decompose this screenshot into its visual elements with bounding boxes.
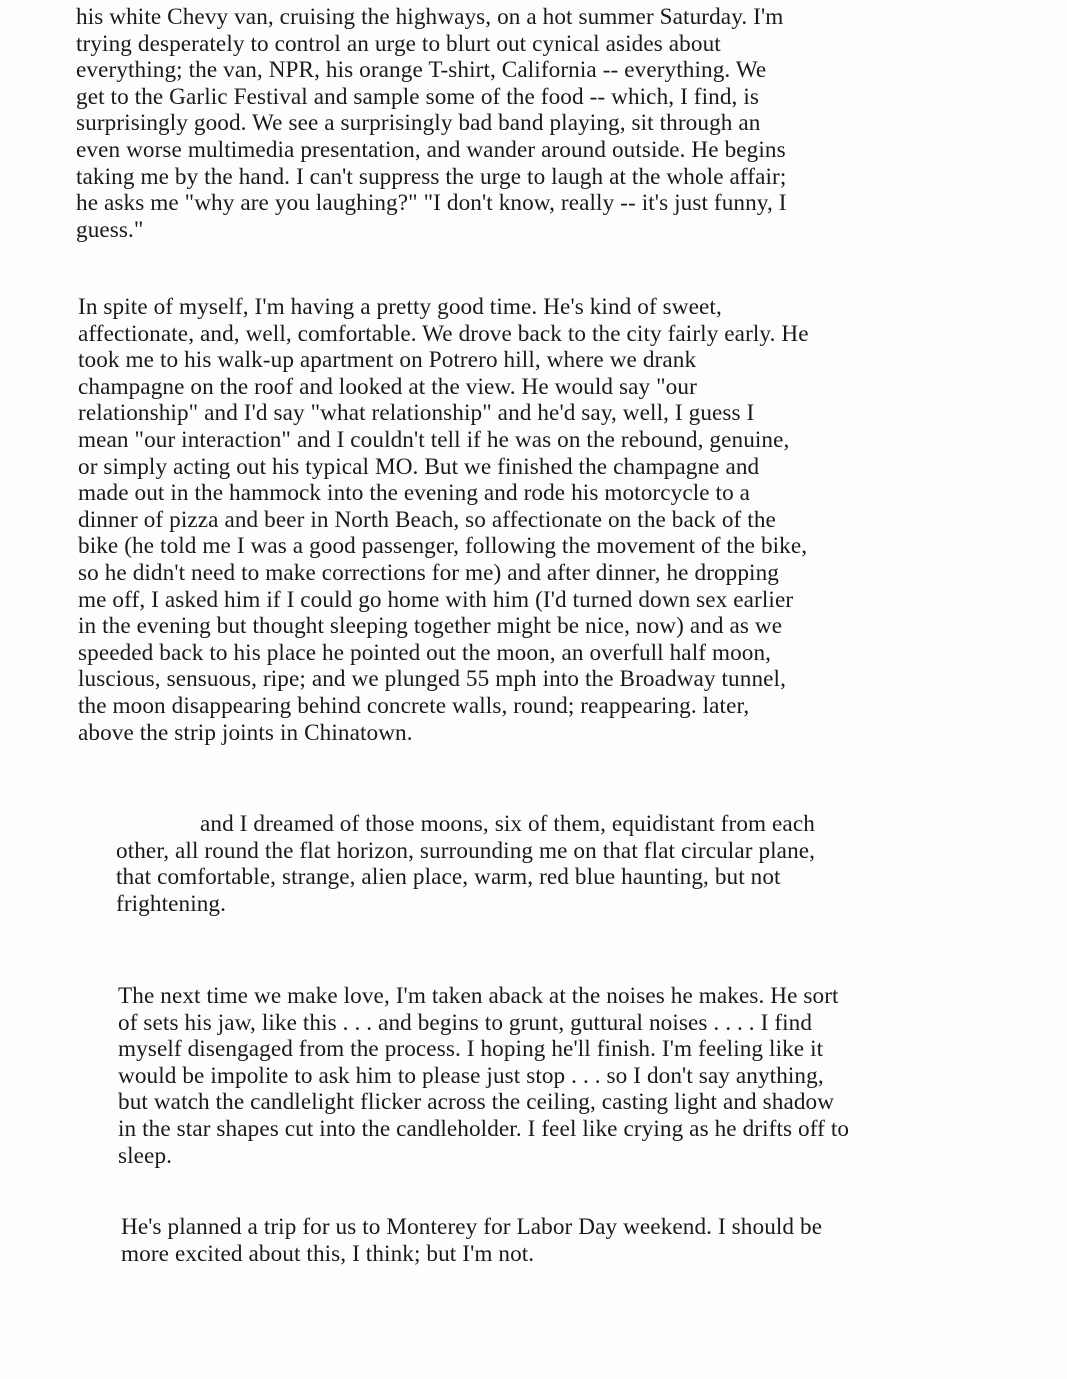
text-line: other, all round the flat horizon, surrounding me on that flat circular plane, [116, 837, 816, 864]
text-line: mean "our interaction" and I couldn't tell if he was on the rebound, genuine, [78, 426, 790, 453]
text-line: would be impolite to ask him to please just stop . . . so I don't say anything, [118, 1062, 824, 1089]
paragraph-monterey-trip [121, 1214, 822, 1267]
text-line: guess." [76, 216, 144, 243]
paragraph-next-time [118, 983, 849, 1169]
text-line: relationship" and I'd say "what relationship" and he'd say, well, I guess I [78, 400, 755, 427]
text-line: surprisingly good. We see a surprisingly bad band playing, sit through an [76, 110, 761, 137]
text-line: sleep. [118, 1142, 173, 1169]
text-line: luscious, sensuous, ripe; and we plunged 55 mph into the Broadway tunnel, [78, 666, 786, 693]
text-line: He's planned a trip for us to Monterey for Labor Day weekend. I should be [121, 1214, 823, 1240]
text-line: but watch the candlelight flicker across the ceiling, casting light and shadow [118, 1089, 835, 1116]
text-line: trying desperately to control an urge to blurt out cynical asides about [76, 30, 721, 57]
text-line: above the strip joints in Chinatown. [78, 719, 413, 746]
text-line: he asks me "why are you laughing?" "I don't know, really -- it's just funny, I [76, 190, 787, 217]
paragraph-dream-moons [116, 811, 815, 917]
text-line: bike (he told me I was a good passenger, following the movement of the bike, [78, 533, 808, 560]
text-line: his white Chevy van, cruising the highways, on a hot summer Saturday. I'm [76, 4, 784, 30]
text-line: even worse multimedia presentation, and wander around outside. He begins [76, 136, 786, 163]
text-line: frightening. [116, 890, 227, 917]
text-line: me off, I asked him if I could go home with him (I'd turned down sex earlier [78, 586, 794, 613]
text-line: dinner of pizza and beer in North Beach, so affectionate on the back of the [78, 506, 776, 533]
text-line: everything; the van, NPR, his orange T-shirt, California -- everything. We [76, 57, 767, 84]
text-line: or simply acting out his typical MO. But we finished the champagne and [78, 453, 760, 480]
text-line: In spite of myself, I'm having a pretty good time. He's kind of sweet, [78, 294, 722, 320]
text-line: the moon disappearing behind concrete walls, round; reappearing. later, [78, 692, 750, 719]
paragraph-garlic-festival [76, 4, 787, 243]
text-line: more excited about this, I think; but I'm not. [121, 1240, 535, 1267]
text-line: took me to his walk-up apartment on Potrero hill, where we drank [78, 347, 697, 374]
text-line: in the star shapes cut into the candleholder. I feel like crying as he drifts off to [118, 1115, 850, 1142]
text-line: champagne on the roof and looked at the view. He would say "our [78, 373, 697, 400]
text-line: and I dreamed of those moons, six of them, equidistant from each [200, 811, 815, 837]
text-line: The next time we make love, I'm taken aback at the noises he makes. He sort [118, 983, 839, 1009]
text-line: made out in the hammock into the evening and rode his motorcycle to a [78, 480, 751, 507]
text-line: myself disengaged from the process. I hoping he'll finish. I'm feeling like it [118, 1036, 824, 1063]
text-line: so he didn't need to make corrections for me) and after dinner, he dropping [78, 559, 779, 586]
paragraph-potrero-hill [78, 294, 809, 746]
text-line: that comfortable, strange, alien place, warm, red blue haunting, but not [116, 864, 781, 891]
text-line: get to the Garlic Festival and sample some of the food -- which, I find, is [76, 83, 759, 110]
text-line: speeded back to his place he pointed out the moon, an overfull half moon, [78, 639, 772, 666]
text-line: taking me by the hand. I can't suppress the urge to laugh at the whole affair; [76, 163, 787, 190]
text-line: in the evening but thought sleeping together might be nice, now) and as we [78, 613, 783, 640]
text-line: affectionate, and, well, comfortable. We drove back to the city fairly early. He [78, 320, 809, 347]
text-line: of sets his jaw, like this . . . and begins to grunt, guttural noises . . . . I find [118, 1009, 813, 1036]
